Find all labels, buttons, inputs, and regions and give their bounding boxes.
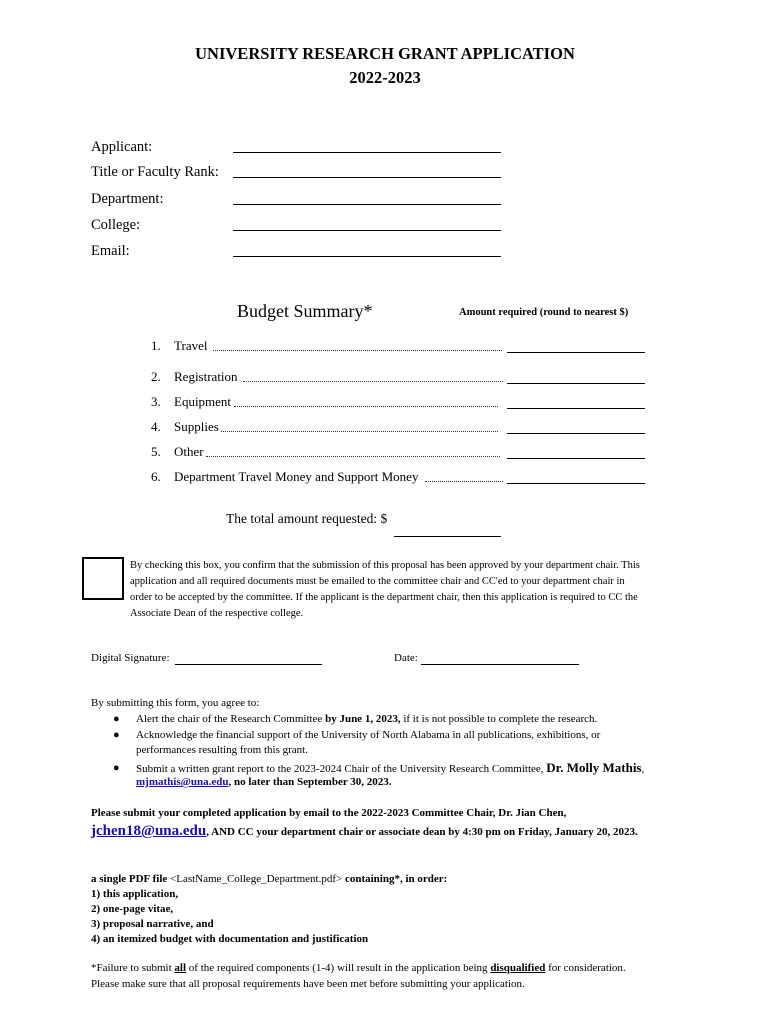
dot-leader [243,381,503,382]
budget-summary-title: Budget Summary* [237,301,373,321]
budget-item-number: 2. [151,369,161,384]
applicant-label: Applicant: [91,139,153,155]
requirement-item: 2) one-page vitae, [91,903,174,915]
department-field[interactable] [233,204,501,205]
requirement-item: 3) proposal narrative, and [91,918,214,930]
equipment-amount-field[interactable] [507,408,645,409]
department-label: Department: [91,191,164,207]
amount-required-header: Amount required (round to nearest $) [459,307,629,318]
budget-item-label: Travel [174,338,208,353]
dot-leader [213,350,502,351]
supplies-amount-field[interactable] [507,433,645,434]
budget-item-label: Other [174,444,204,459]
college-field[interactable] [233,230,501,231]
date-field[interactable] [421,664,579,665]
form-year: 2022-2023 [349,68,421,87]
applicant-field[interactable] [233,152,501,153]
agreement-item: Alert the chair of the Research Committee by June 1, 2023, if it is not possible to complete the research. [136,713,598,725]
budget-item-label: Department Travel Money and Support Money [174,469,419,484]
email-field[interactable] [233,256,501,257]
agreement-item-cont: mjmathis@una.edu, no later than September 30, 2023. [136,776,392,788]
approval-text: By checking this box, you confirm that the submission of this proposal has been approved by your department chair. This application and all required documents must be emailed to the committee chair and CC'ed to your department chair in order to be accepted by the committee. If the applicant is the department chair, then this application is required to CC the Associate Dean of the respective college. [130,560,640,619]
title-rank-field[interactable] [233,177,501,178]
budget-item-number: 3. [151,394,161,409]
budget-item-label: Registration [174,369,238,384]
title-rank-label: Title or Faculty Rank: [91,164,219,180]
budget-item-label: Supplies [174,419,219,434]
dot-leader [221,431,498,432]
email-label: Email: [91,243,130,259]
budget-item-label: Equipment [174,394,232,409]
agreement-item: Acknowledge the financial support of the University of North Alabama in all publications, exhibitions, or [136,729,601,741]
bullet-icon: ● [113,762,120,774]
date-label: Date: [394,652,418,664]
mathis-email-link[interactable]: mjmathis@una.edu [136,776,229,788]
form-title: UNIVERSITY RESEARCH GRANT APPLICATION [195,44,575,63]
requirement-item: 4) an itemized budget with documentation and justification [91,933,369,945]
requirements-reminder: Please make sure that all proposal requirements have been met before submitting your application. [91,978,525,990]
submission-instruction: Please submit your completed application by email to the 2022-2023 Committee Chair, Dr. Jian Chen, [91,807,567,819]
digital-signature-field[interactable] [175,664,322,665]
failure-notice: *Failure to submit all of the required components (1-4) will result in the application being disqualified for consideration. [91,962,626,974]
registration-amount-field[interactable] [507,383,645,384]
other-amount-field[interactable] [507,458,645,459]
agreement-item: Submit a written grant report to the 2023-2024 Chair of the University Research Committee, Dr. Molly Mathis, [136,760,645,775]
budget-item-number: 1. [151,338,161,353]
digital-signature-label: Digital Signature: [91,652,170,664]
total-amount-label: The total amount requested: $ [226,511,388,526]
requirements-heading: a single PDF file <LastName_College_Department.pdf> containing*, in order: [91,873,448,885]
budget-item-number: 5. [151,444,161,459]
requirement-item: 1) this application, [91,888,179,900]
submission-instruction-cont: jchen18@una.edu, AND CC your department chair or associate dean by 4:30 pm on Friday, January 20, 2023. [91,823,638,839]
approval-checkbox[interactable] [82,557,124,600]
budget-item-number: 4. [151,419,161,434]
bullet-icon: ● [113,729,120,741]
total-amount-field[interactable] [394,536,501,537]
travel-amount-field[interactable] [507,352,645,353]
dot-leader [425,481,503,482]
chen-email-link[interactable]: jchen18@una.edu [91,823,207,839]
bullet-icon: ● [113,713,120,725]
dot-leader [206,456,500,457]
dot-leader [234,406,498,407]
dept-travel-amount-field[interactable] [507,483,645,484]
college-label: College: [91,217,141,233]
agreement-item-cont: performances resulting from this grant. [136,744,308,756]
agreement-intro: By submitting this form, you agree to: [91,697,260,709]
budget-item-number: 6. [151,469,161,484]
